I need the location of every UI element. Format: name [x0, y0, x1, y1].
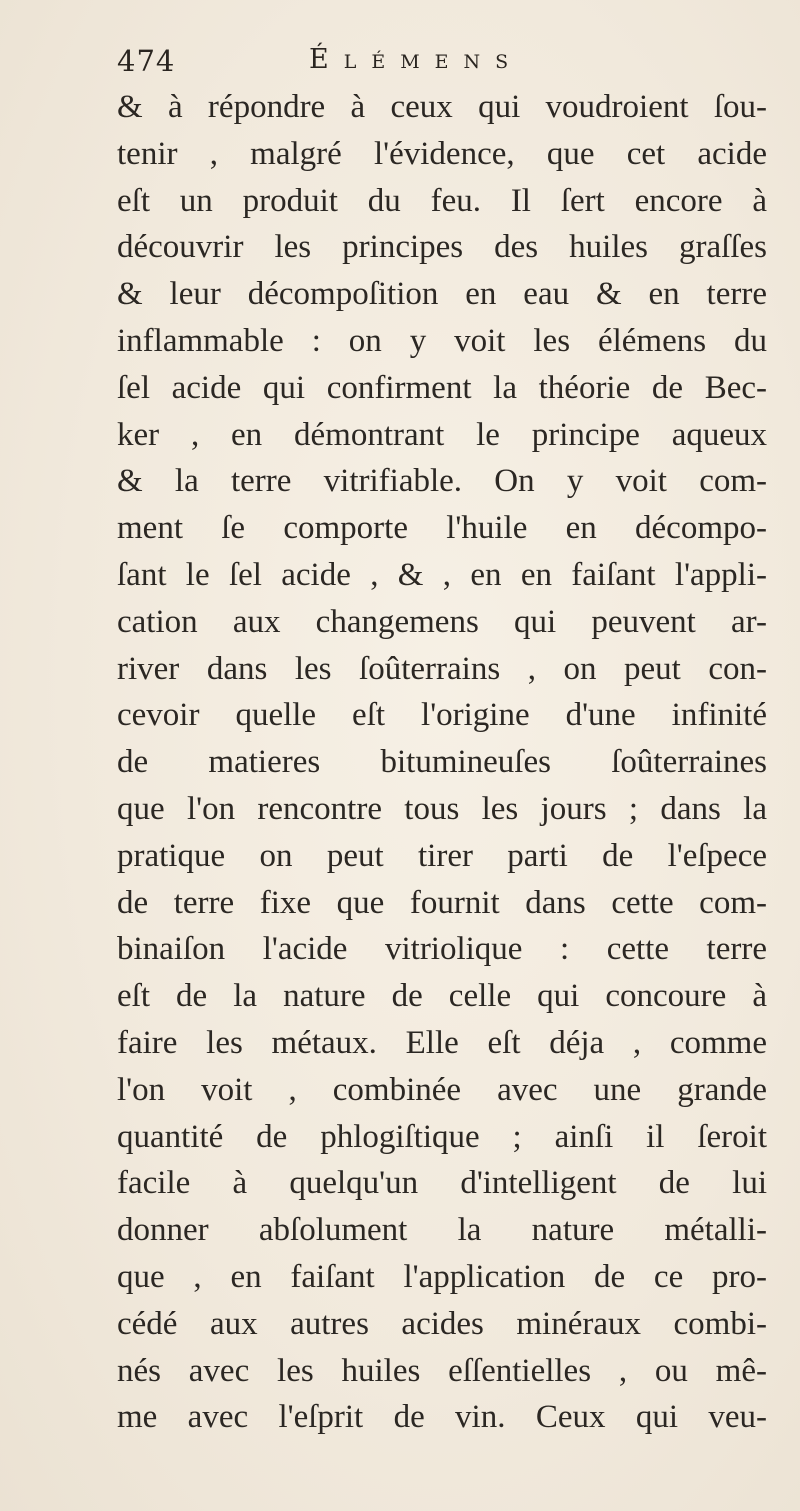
text-line: me avec l'eſprit de vin. Ceux qui veu-: [117, 1399, 767, 1436]
text-line: facile à quelqu'un d'intelligent de lui: [117, 1165, 767, 1202]
text-line: inflammable : on y voit les élémens du: [117, 322, 767, 359]
text-line: ſel acide qui confirment la théorie de Bec-: [117, 369, 767, 406]
text-line: & leur décompoſition en eau & en terre: [117, 276, 767, 313]
text-line: ſant le ſel acide , & , en en faiſant l'appli-: [117, 556, 767, 593]
text-line: découvrir les principes des huiles graſſes: [117, 229, 767, 266]
text-line: faire les métaux. Elle eſt déja , comme: [117, 1024, 767, 1061]
text-line: ker , en démontrant le principe aqueux: [117, 416, 767, 453]
text-line: eſt un produit du feu. Il ſert encore à: [117, 182, 767, 219]
text-line: de matieres bitumineuſes ſoûterraines: [117, 744, 767, 781]
text-line: pratique on peut tirer parti de l'eſpece: [117, 837, 767, 874]
text-line: que , en faiſant l'application de ce pro-: [117, 1258, 767, 1295]
running-title: Élémens: [309, 44, 524, 75]
text-line: que l'on rencontre tous les jours ; dans la: [117, 790, 767, 827]
text-line: cédé aux autres acides minéraux combi-: [117, 1305, 767, 1342]
page-number: 474: [117, 44, 176, 78]
text-line: eſt de la nature de celle qui concoure à: [117, 978, 767, 1015]
text-line: cation aux changemens qui peuvent ar-: [117, 603, 767, 640]
text-line: tenir , malgré l'évidence, que cet acide: [117, 135, 767, 172]
page-header: [117, 40, 677, 84]
text-line: donner abſolument la nature métalli-: [117, 1212, 767, 1249]
text-line: nés avec les huiles eſſentielles , ou mê-: [117, 1352, 767, 1389]
text-line: ment ſe comporte l'huile en décompo-: [117, 510, 767, 547]
text-line: de terre fixe que fournit dans cette com-: [117, 884, 767, 921]
text-line: cevoir quelle eſt l'origine d'une infinité: [117, 697, 767, 734]
text-line: river dans les ſoûterrains , on peut con-: [117, 650, 767, 687]
body-text: [117, 84, 767, 1441]
text-line: & la terre vitrifiable. On y voit com-: [117, 463, 767, 500]
text-line: binaiſon l'acide vitriolique : cette terre: [117, 931, 767, 968]
text-line: quantité de phlogiſtique ; ainſi il ſeroit: [117, 1118, 767, 1155]
text-line: & à répondre à ceux qui voudroient ſou-: [117, 89, 767, 125]
text-line: l'on voit , combinée avec une grande: [117, 1071, 767, 1108]
